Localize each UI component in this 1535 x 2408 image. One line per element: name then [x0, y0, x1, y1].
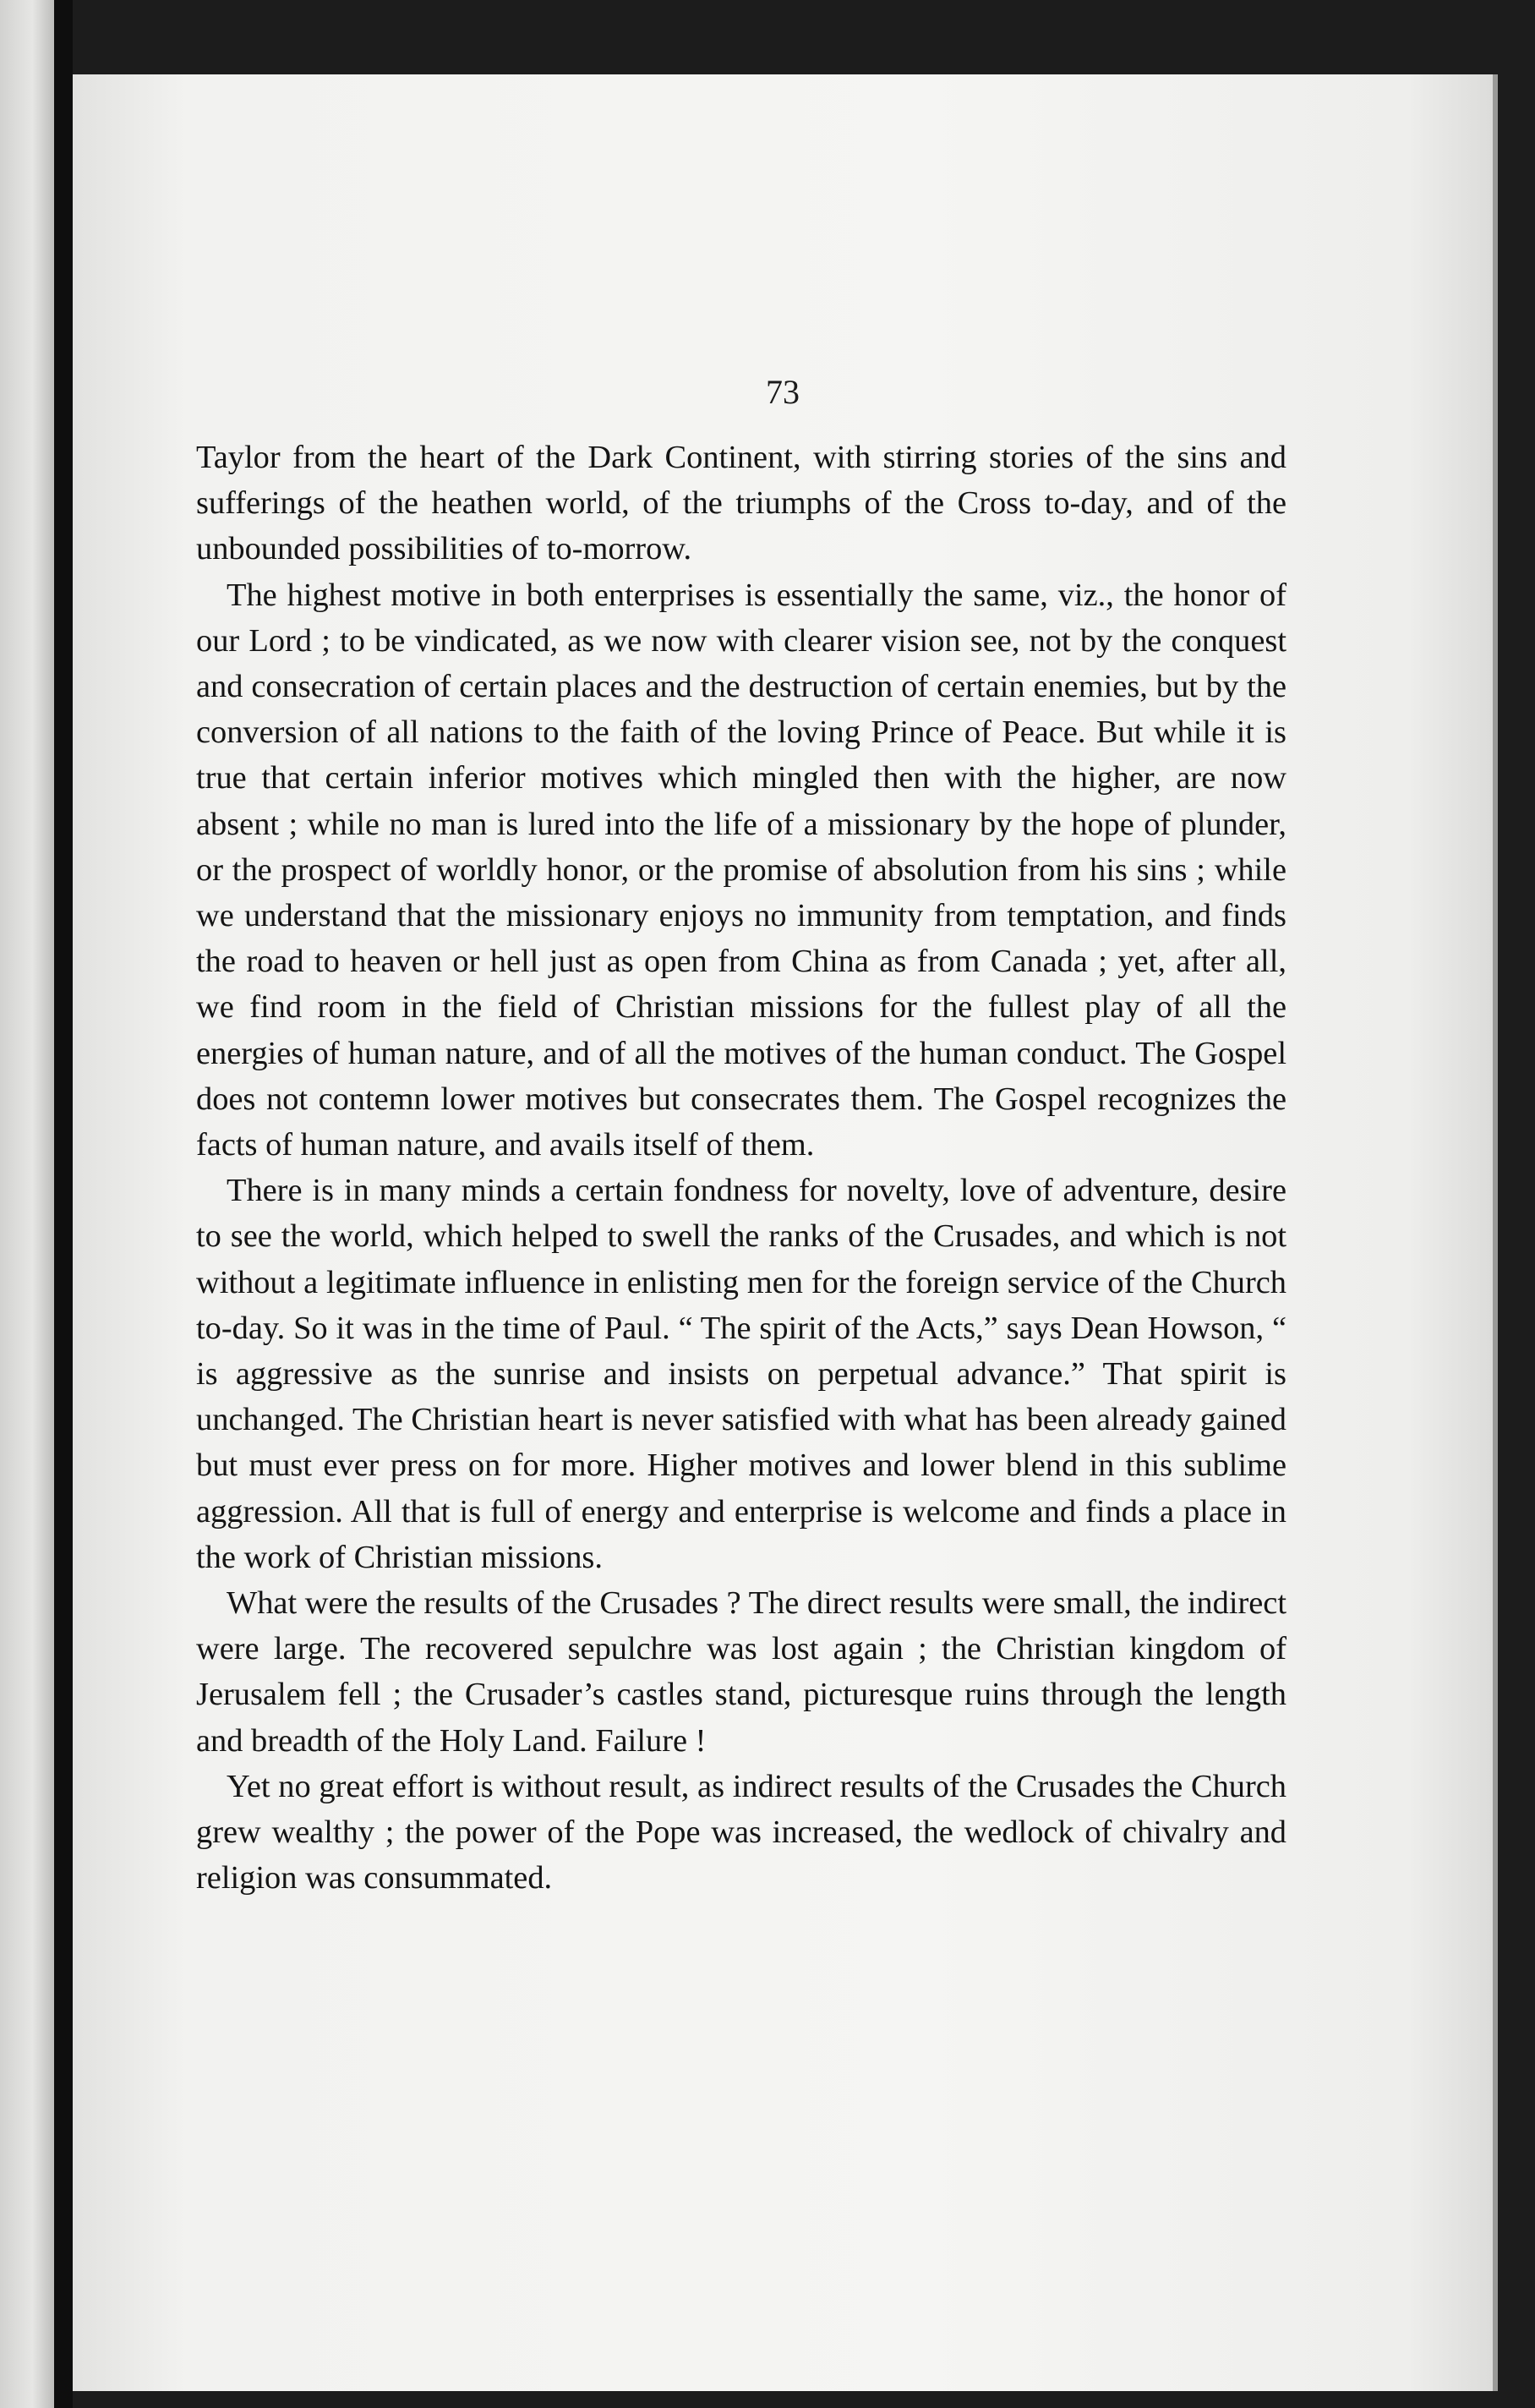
- paragraph: There is in many minds a certain fondness for novelty, love of adventure, desire to see the world, which helped to swell the ranks of the Crusades, and which is not without a legitimate influence in enlisting men for the foreign service of the Church to-day. So it was in the time of Paul. “ The spirit of the Acts,” says Dean Howson, “ is aggressive as the sunrise and insists on perpetual advance.” That spirit is unchanged. The Christian heart is never satisfied with what has been already gained but must ever press on for more. Higher motives and lower blend in this sublime aggression. All that is full of energy and enterprise is welcome and finds a place in the work of Christian missions.: [196, 1173, 1286, 1575]
- page-text: [196, 435, 1286, 1902]
- paragraph: What were the results of the Crusades ? The direct results were small, the indirect were large. The recovered sepulchre was lost again ; the Christian kingdom of Jerusalem fell ; the Crusader’s castles stand, picturesque ruins through the length and breadth of the Holy Land. Failure !: [196, 1585, 1287, 1759]
- book-spine: [54, 0, 73, 2408]
- paragraph: Taylor from the heart of the Dark Continent, with stirring stories of the sins and sufferings of the heathen world, of the triumphs of the Cross to-day, and of the unbounded possibilities of to-morrow.: [196, 440, 1286, 567]
- page-number: 73: [766, 373, 800, 411]
- paragraph: Yet no great effort is without result, as indirect results of the Crusades the Church grew wealthy ; the power of the Pope was increased, the wedlock of chivalry and religion was consummated.: [196, 1768, 1286, 1896]
- paragraph: The highest motive in both enterprises is essentially the same, viz., the honor of our Lord ; to be vindicated, as we now with clearer vision see, not by the conquest and consecration of certain places and the destruction of certain enemies, but by the conversion of all nations to the faith of the loving Prince of Peace. But while it is true that certain inferior motives which mingled then with the higher, are now absent ; while no man is lured into the life of a missionary by the hope of plunder, or the prospect of worldly honor, or the promise of absolution from his sins ; while we understand that the missionary enjoys no immunity from temptation, and finds the road to heaven or hell just as open from China as from Canada ; yet, after all, we find room in the field of Christian missions for the fullest play of all the energies of human nature, and of all the motives of the human conduct. The Gospel does not contemn lower motives but consecrates them. The Gospel recognizes the facts of human nature, and avails itself of them.: [196, 577, 1286, 1163]
- book-page: [73, 74, 1498, 2391]
- previous-page-edge: [0, 0, 54, 2408]
